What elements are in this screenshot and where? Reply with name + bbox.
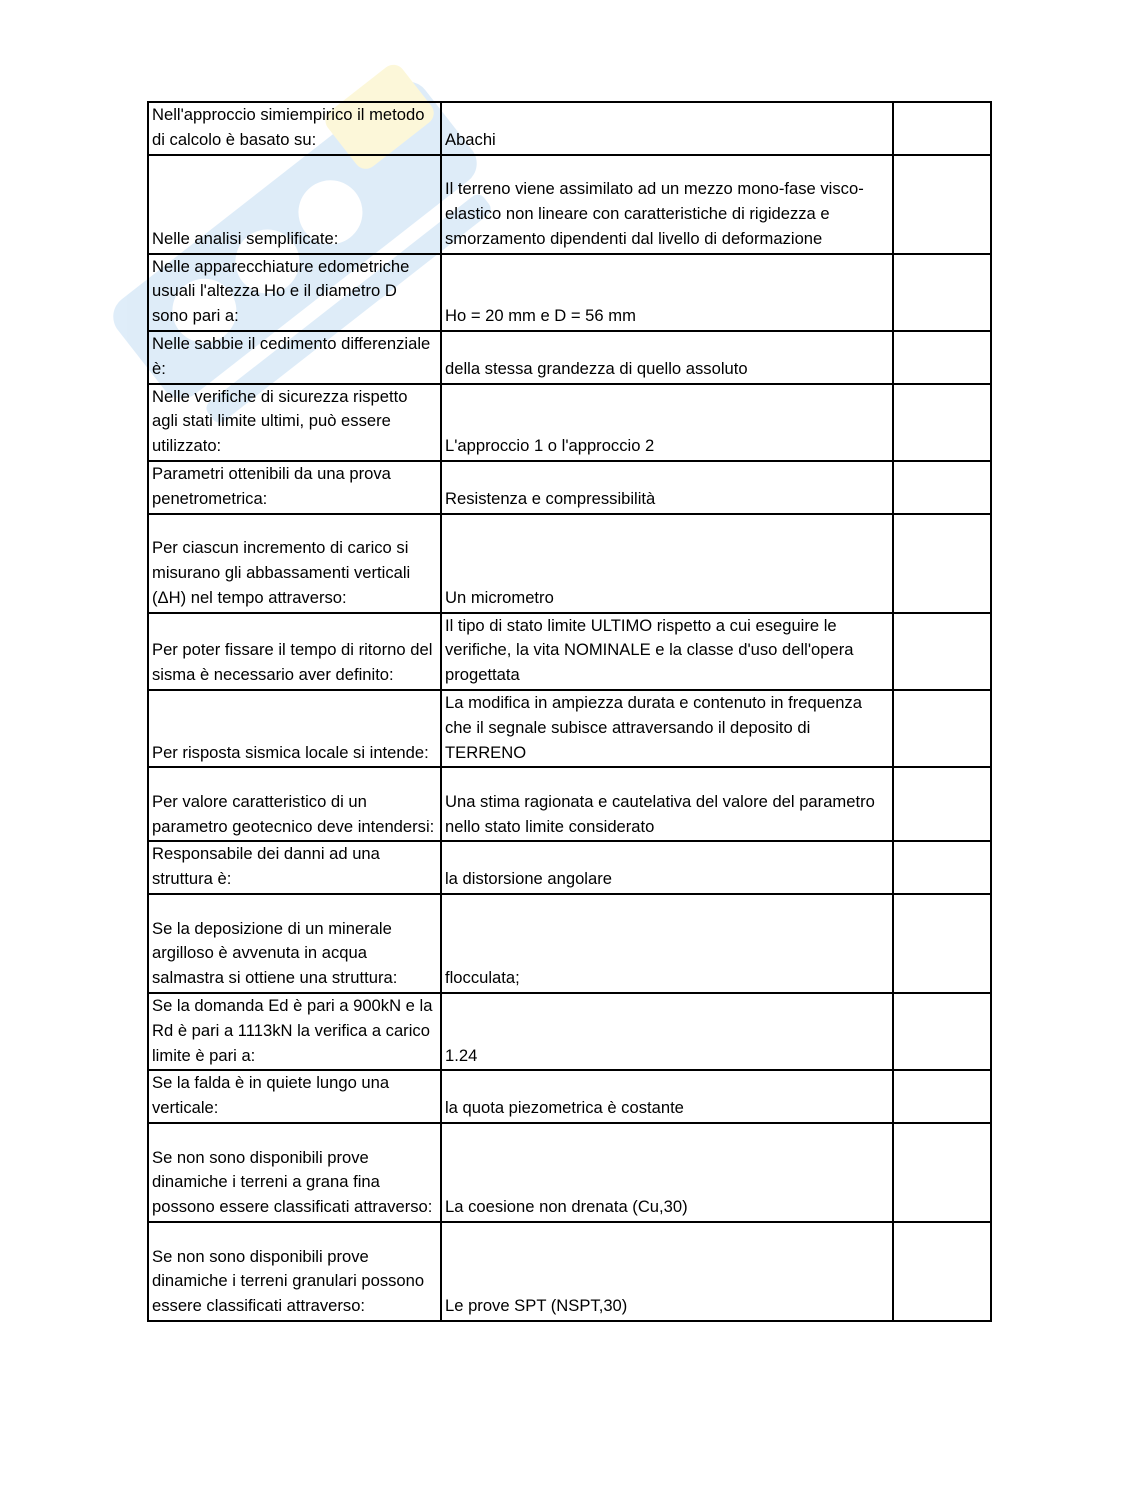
empty-cell (893, 1070, 991, 1123)
question-cell: Parametri ottenibili da una prova penetrometrica: (148, 461, 441, 514)
answer-cell: La modifica in ampiezza durata e contenuto in frequenza che il segnale subisce attraversando il deposito di TERRENO (441, 690, 893, 767)
table-row (148, 155, 991, 254)
question-cell: Per risposta sismica locale si intende: (148, 690, 441, 767)
answer-cell: flocculata; (441, 894, 893, 993)
question-cell: Nelle sabbie il cedimento differenziale è: (148, 331, 441, 384)
empty-cell (893, 102, 991, 155)
question-cell: Se la deposizione di un minerale argilloso è avvenuta in acqua salmastra si ottiene una struttura: (148, 894, 441, 993)
table-row (148, 1123, 991, 1222)
qa-table (147, 101, 992, 1322)
empty-cell (893, 613, 991, 690)
empty-cell (893, 841, 991, 894)
question-cell: Se la domanda Ed è pari a 900kN e la Rd è pari a 1113kN la verifica a carico limite è pari a: (148, 993, 441, 1070)
table-row (148, 331, 991, 384)
empty-cell (893, 1222, 991, 1321)
empty-cell (893, 1123, 991, 1222)
empty-cell (893, 331, 991, 384)
empty-cell (893, 384, 991, 461)
table-row (148, 1070, 991, 1123)
empty-cell (893, 767, 991, 841)
answer-cell: Ho = 20 mm e D = 56 mm (441, 254, 893, 331)
table-row (148, 514, 991, 613)
answer-cell: la quota piezometrica è costante (441, 1070, 893, 1123)
question-cell: Se non sono disponibili prove dinamiche i terreni granulari possono essere classificati attraverso: (148, 1222, 441, 1321)
answer-cell: Un micrometro (441, 514, 893, 613)
answer-cell: L'approccio 1 o l'approccio 2 (441, 384, 893, 461)
answer-cell: della stessa grandezza di quello assoluto (441, 331, 893, 384)
table-row (148, 894, 991, 993)
answer-cell: Resistenza e compressibilità (441, 461, 893, 514)
table-row (148, 254, 991, 331)
answer-cell: Abachi (441, 102, 893, 155)
empty-cell (893, 155, 991, 254)
empty-cell (893, 514, 991, 613)
answer-cell: Le prove SPT (NSPT,30) (441, 1222, 893, 1321)
question-cell: Se non sono disponibili prove dinamiche i terreni a grana fina possono essere classificati attraverso: (148, 1123, 441, 1222)
table-row (148, 461, 991, 514)
table-row (148, 767, 991, 841)
answer-cell: La coesione non drenata (Cu,30) (441, 1123, 893, 1222)
question-cell: Nelle apparecchiature edometriche usuali l'altezza Ho e il diametro D sono pari a: (148, 254, 441, 331)
empty-cell (893, 461, 991, 514)
question-cell: Nelle verifiche di sicurezza rispetto agli stati limite ultimi, può essere utilizzato: (148, 384, 441, 461)
empty-cell (893, 894, 991, 993)
table-row (148, 690, 991, 767)
answer-cell: la distorsione angolare (441, 841, 893, 894)
table-row (148, 102, 991, 155)
answer-cell: Il tipo di stato limite ULTIMO rispetto a cui eseguire le verifiche, la vita NOMINALE e la classe d'uso dell'opera progettata (441, 613, 893, 690)
answer-cell: Il terreno viene assimilato ad un mezzo mono-fase visco-elastico non lineare con caratteristiche di rigidezza e smorzamento dipendenti dal livello di deformazione (441, 155, 893, 254)
question-cell: Per poter fissare il tempo di ritorno del sisma è necessario aver definito: (148, 613, 441, 690)
question-cell: Nelle analisi semplificate: (148, 155, 441, 254)
table-row (148, 384, 991, 461)
table-row (148, 613, 991, 690)
empty-cell (893, 690, 991, 767)
question-cell: Per valore caratteristico di un parametro geotecnico deve intendersi: (148, 767, 441, 841)
table-row (148, 993, 991, 1070)
question-cell: Nell'approccio simiempirico il metodo di calcolo è basato su: (148, 102, 441, 155)
answer-cell: 1.24 (441, 993, 893, 1070)
table-row (148, 1222, 991, 1321)
table-row (148, 841, 991, 894)
question-cell: Responsabile dei danni ad una struttura è: (148, 841, 441, 894)
question-cell: Se la falda è in quiete lungo una verticale: (148, 1070, 441, 1123)
question-cell: Per ciascun incremento di carico si misurano gli abbassamenti verticali (ΔH) nel tempo attraverso: (148, 514, 441, 613)
empty-cell (893, 254, 991, 331)
empty-cell (893, 993, 991, 1070)
answer-cell: Una stima ragionata e cautelativa del valore del parametro nello stato limite considerato (441, 767, 893, 841)
